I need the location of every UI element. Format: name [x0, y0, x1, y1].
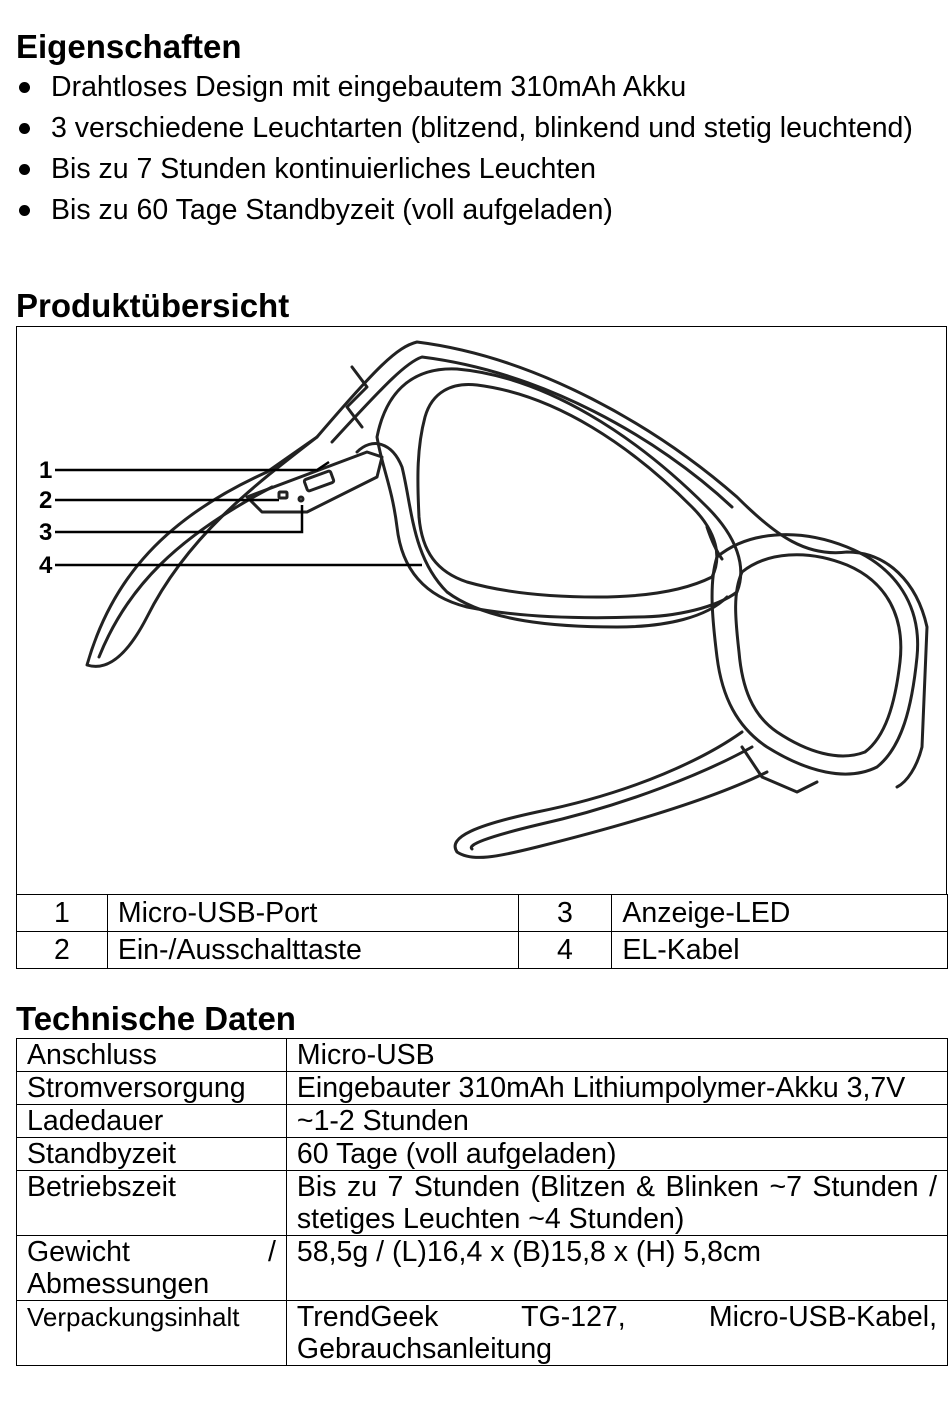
callout-label-2: 2: [39, 487, 53, 514]
spec-value: 60 Tage (voll aufgeladen): [286, 1138, 947, 1171]
part-label: Micro-USB-Port: [107, 895, 518, 932]
spec-label: Verpackungsinhalt: [17, 1301, 287, 1366]
features-list: [16, 70, 916, 234]
list-item: Drahtloses Design mit eingebautem 310mAh Akku: [16, 70, 916, 104]
table-row: [17, 1138, 948, 1171]
right-lens: [736, 555, 901, 756]
callout-label-4: 4: [39, 552, 53, 579]
spec-value: Eingebauter 310mAh Lithiumpolymer-Akku 3,7V: [286, 1072, 947, 1105]
table-row: [17, 1171, 948, 1236]
parts-table: [16, 894, 948, 969]
bullet-icon: [19, 123, 30, 134]
callout-label-3: 3: [39, 519, 53, 546]
left-lens: [418, 384, 717, 597]
callout-line-1: [55, 462, 329, 470]
left-temple-outline: [87, 437, 317, 666]
spec-value: ~1-2 Stunden: [286, 1105, 947, 1138]
part-number: 2: [17, 932, 108, 969]
part-number: 4: [518, 932, 612, 969]
spec-label: Gewicht / Abmessungen: [17, 1236, 287, 1301]
list-item: Bis zu 7 Stunden kontinuierliches Leuchten: [16, 152, 916, 186]
table-row: [17, 1236, 948, 1301]
list-item: Bis zu 60 Tage Standbyzeit (voll aufgeladen): [16, 193, 916, 227]
table-row: [17, 1301, 948, 1366]
product-illustration: [16, 326, 947, 895]
glasses-drawing: [17, 327, 947, 895]
frame-top-inner: [332, 357, 732, 507]
bullet-icon: [19, 164, 30, 175]
table-row: [17, 1072, 948, 1105]
list-item: 3 verschiedene Leuchtarten (blitzend, blinkend und stetig leuchtend): [16, 111, 916, 145]
part-label: Anzeige-LED: [612, 895, 948, 932]
led-icon: [299, 497, 303, 501]
left-temple-inner: [99, 487, 272, 657]
spec-value: 58,5g / (L)16,4 x (B)15,8 x (H) 5,8cm: [286, 1236, 947, 1301]
spec-label: Ladedauer: [17, 1105, 287, 1138]
features-heading: Eigenschaften: [16, 28, 242, 65]
nose-bridge: [707, 527, 722, 559]
table-row: [17, 1039, 948, 1072]
bullet-icon: [19, 205, 30, 216]
overview-heading: Produktübersicht: [16, 287, 290, 324]
callout-line-3: [55, 505, 302, 532]
part-label: Ein-/Ausschalttaste: [107, 932, 518, 969]
spec-value: Micro-USB: [286, 1039, 947, 1072]
lower-frame: [357, 444, 727, 627]
spec-label: Betriebszeit: [17, 1171, 287, 1236]
right-temple-inner: [471, 747, 752, 849]
left-lens-frame: [377, 369, 741, 618]
table-row: [17, 1105, 948, 1138]
part-number: 1: [17, 895, 108, 932]
spec-value: Bis zu 7 Stunden (Blitzen & Blinken ~7 Stunden / stetiges Leuchten ~4 Stunden): [286, 1171, 947, 1236]
spec-label: Standbyzeit: [17, 1138, 287, 1171]
spec-label: Anschluss: [17, 1039, 287, 1072]
table-row: [17, 895, 948, 932]
spec-label: Stromversorgung: [17, 1072, 287, 1105]
part-label: EL-Kabel: [612, 932, 948, 969]
specs-table: [16, 1038, 948, 1366]
part-number: 3: [518, 895, 612, 932]
control-module: [247, 452, 382, 512]
callout-label-1: 1: [39, 457, 53, 484]
spec-value: TrendGeek TG-127, Micro-USB-Kabel, Gebrauchsanleitung: [286, 1301, 947, 1366]
right-temple-outline: [455, 732, 767, 857]
table-row: [17, 932, 948, 969]
specs-heading: Technische Daten: [16, 1000, 296, 1037]
bullet-icon: [19, 82, 30, 93]
power-button-icon: [279, 492, 287, 498]
